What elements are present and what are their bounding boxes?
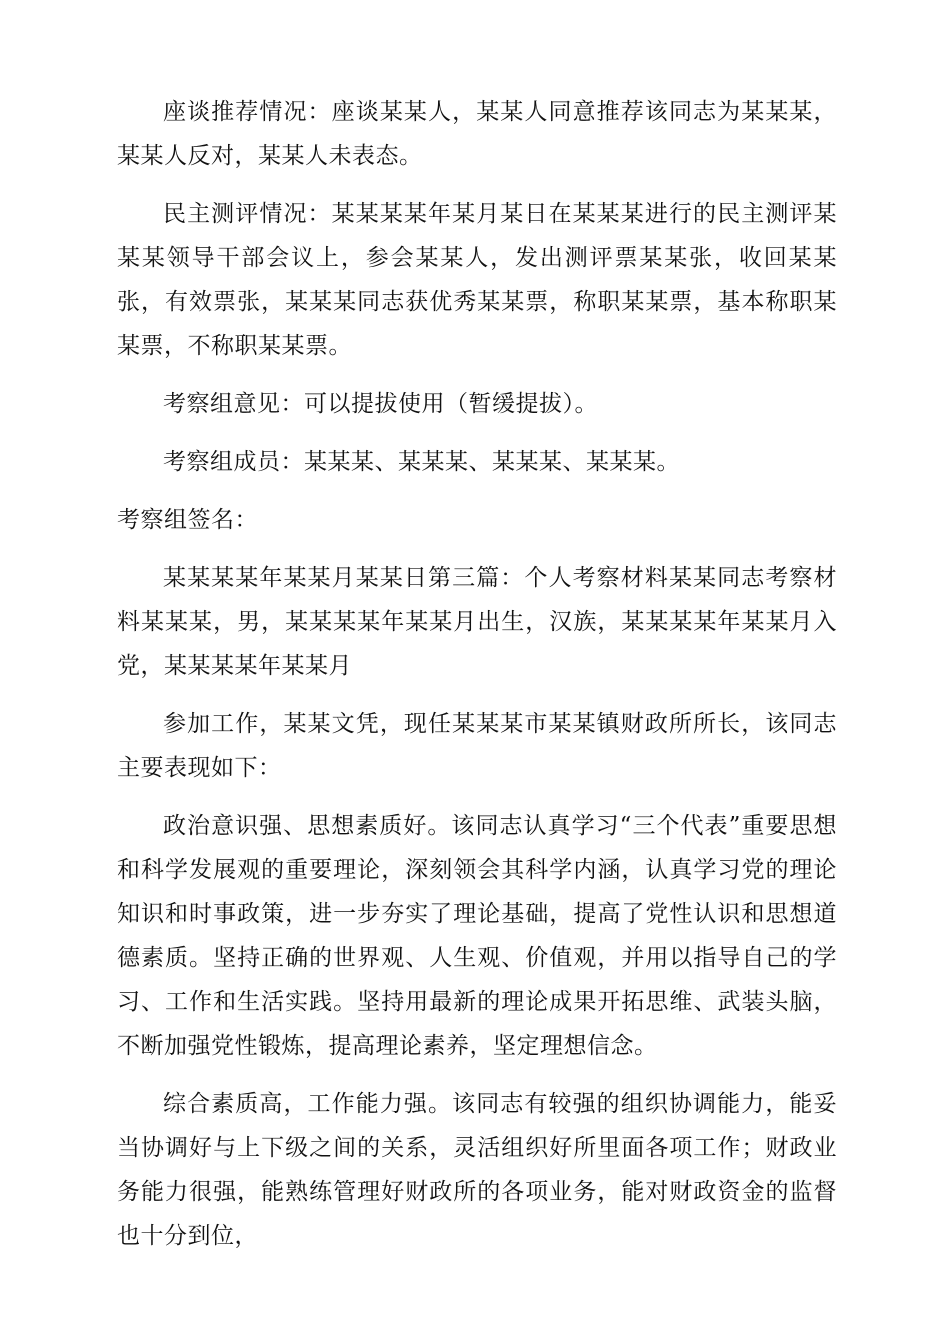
paragraph-personal-profile: 某某某某年某某月某某日第三篇：个人考察材料某某同志考察材料某某某，男，某某某某年某某月出生，汉族，某某某某年某某月入党，某某某某年某某月 [117,565,837,679]
paragraph-team-members: 考察组成员：某某某、某某某、某某某、某某某。 [163,449,680,475]
paragraph-comprehensive-quality: 综合素质高，工作能力强。该同志有较强的组织协调能力，能妥当协调好与上下级之间的关系，灵活组织好所里面各项工作；财政业务能力很强，能熟练管理好财政所的各项业务，能对财政资金的监督也十分到位， [117,1091,837,1249]
paragraph-work-info: 参加工作，某某文凭，现任某某某市某某镇财政所所长，该同志主要表现如下： [117,711,837,781]
paragraph-team-signature: 考察组签名： [117,507,258,533]
paragraph-political-awareness: 政治意识强、思想素质好。该同志认真学习“三个代表”重要思想和科学发展观的重要理论，深刻领会其科学内涵，认真学习党的理论知识和时事政策，进一步夯实了理论基础，提高了党性认识和思想道德素质。坚持正确的世界观、人生观、价值观，并用以指导自己的学习、工作和生活实践。坚持用最新的理论成果开拓思维、武装头脑，不断加强党性锻炼，提高理论素养，坚定理想信念。 [117,813,837,1059]
paragraph-team-opinion: 考察组意见：可以提拔使用（暂缓提拔）。 [163,391,598,417]
document-body [117,90,837,1272]
paragraph-recommendation: 座谈推荐情况：座谈某某人，某某人同意推荐该同志为某某某，某某人反对，某某人未表态。 [117,99,837,169]
paragraph-democratic-evaluation: 民主测评情况：某某某某年某月某日在某某某进行的民主测评某某某领导干部会议上，参会某某人，发出测评票某某张，收回某某张，有效票张，某某某同志获优秀某某票，称职某某票，基本称职某某票，不称职某某票。 [117,201,837,359]
